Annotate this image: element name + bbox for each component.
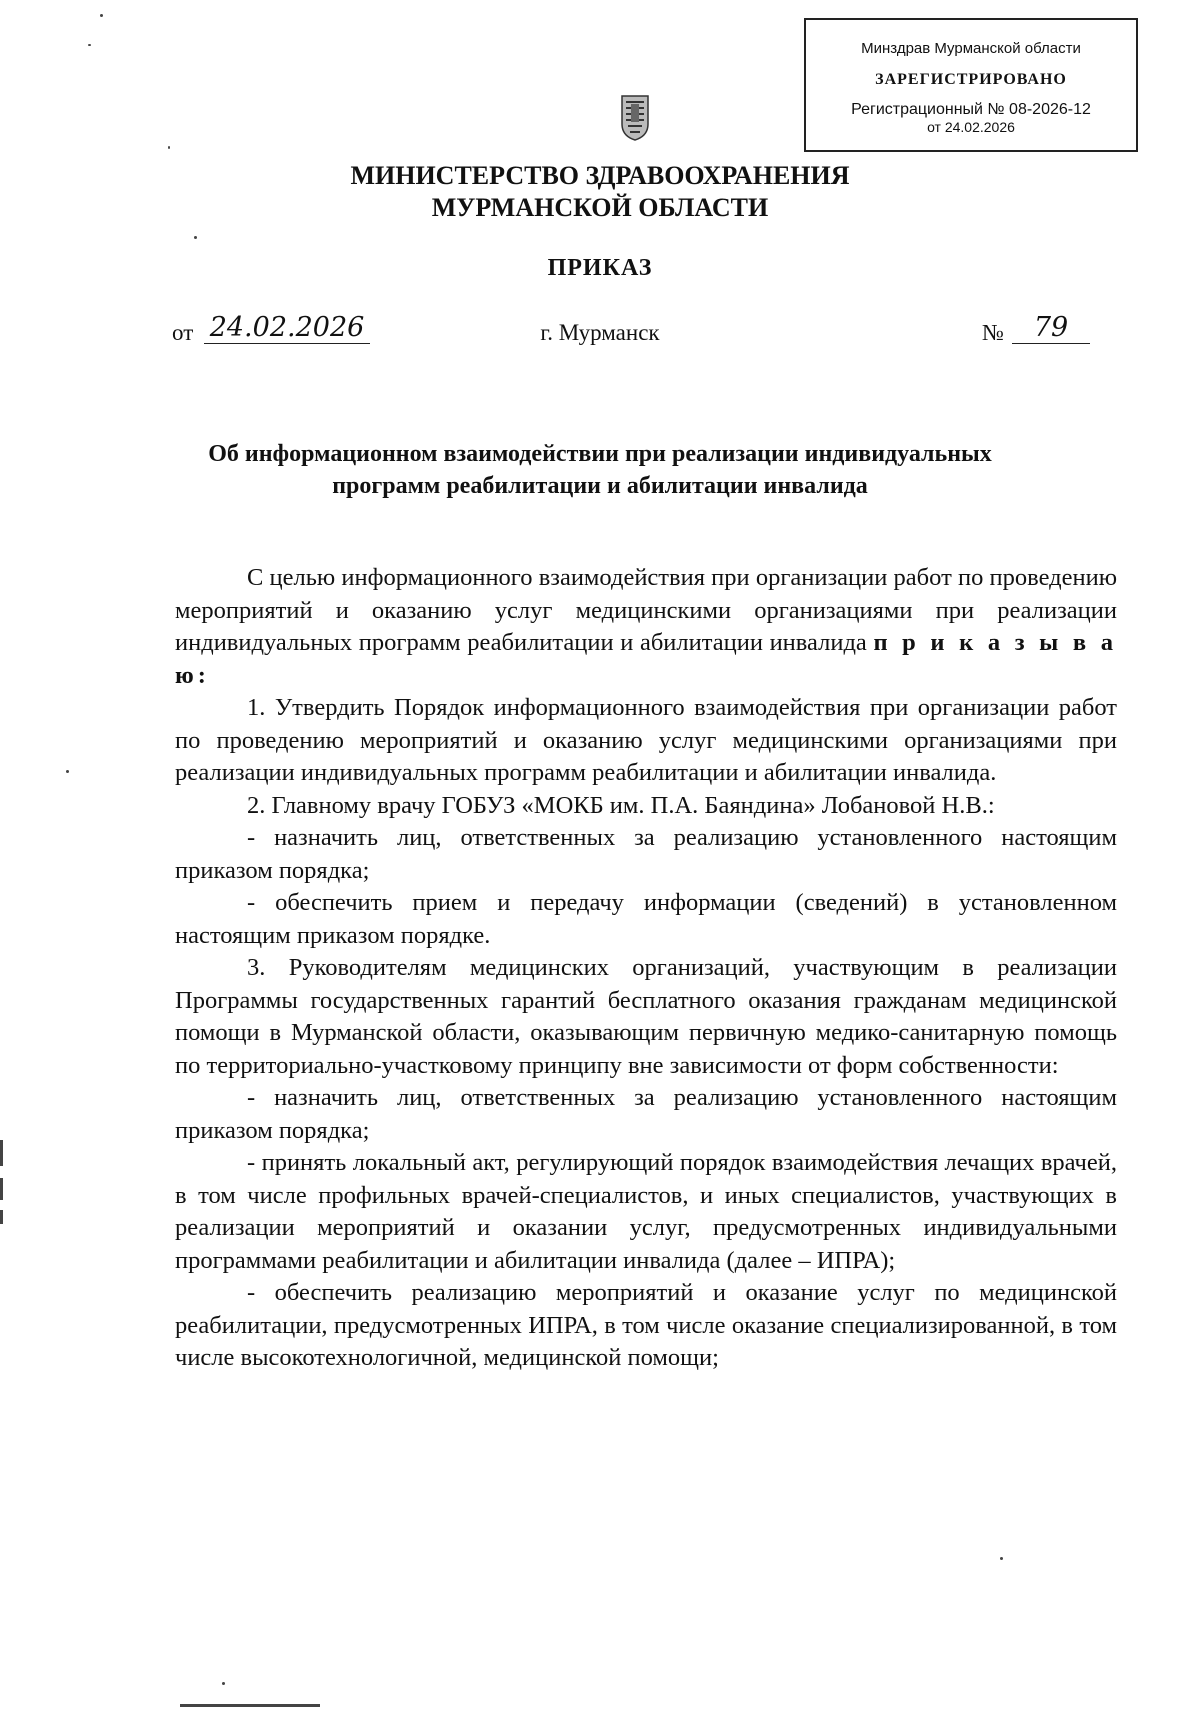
- intro-paragraph: [175, 562, 1117, 692]
- order-body: [175, 562, 1117, 1375]
- item-3-b: - принять локальный акт, регулирующий порядок взаимодействия лечащих врачей, в том числе профильных врачей-специалистов, и иных специалистов, участвующих в реализации мероприятий и оказании услуг, предусмотренных индивидуальными программами реабилитации и абилитации инвалида (далее – ИПРА);: [175, 1149, 1117, 1274]
- scan-speck: [88, 44, 91, 46]
- item-1: 1. Утвердить Порядок информационного взаимодействия при организации работ по проведению мероприятий и оказанию услуг медицинскими организациями при реализации индивидуальных программ реабилитации и абилитации инвалида.: [175, 694, 1117, 786]
- item-2-a: - назначить лиц, ответственных за реализацию установленного настоящим приказом порядка;: [175, 824, 1117, 884]
- intro-text: С целью информационного взаимодействия при организации работ по проведению мероприятий и оказанию услуг медицинскими организациями при реализации индивидуальных программ реабилитации и абилитации инвалида: [175, 564, 1117, 656]
- scan-speck: [100, 14, 103, 17]
- stamp-reg-date: от 24.02.2026: [927, 119, 1015, 135]
- registration-stamp: [804, 18, 1138, 152]
- scan-speck: [66, 770, 69, 773]
- scan-speck: [1000, 1557, 1003, 1560]
- stamp-reg-number: Регистрационный № 08-2026-12: [851, 101, 1091, 118]
- scan-edge-mark: [0, 1178, 3, 1200]
- order-subject: [150, 438, 1050, 502]
- item-3: 3. Руководителям медицинских организаций, участвующим в реализации Программы государственных гарантий бесплатного оказания гражданам медицинской помощи в Мурманской области, оказывающим первичную медико-санитарную помощь по территориально-участковому принципу вне зависимости от форм собственности:: [175, 954, 1117, 1079]
- order-city: г. Мурманск: [540, 320, 660, 345]
- stamp-status: ЗАРЕГИСТРИРОВАНО: [875, 71, 1067, 88]
- ministry-line-1: МИНИСТЕРСТВО ЗДРАВООХРАНЕНИЯ: [350, 161, 850, 190]
- subject-line-1: Об информационном взаимодействии при реализации индивидуальных: [208, 441, 992, 467]
- scan-speck: [194, 236, 197, 239]
- scan-edge-mark: [0, 1140, 3, 1166]
- scan-speck: [222, 1682, 225, 1685]
- item-3-a: - назначить лиц, ответственных за реализацию установленного настоящим приказом порядка;: [175, 1084, 1117, 1144]
- subject-line-2: программ реабилитации и абилитации инвалида: [332, 473, 868, 499]
- scan-edge-mark: [0, 1210, 3, 1224]
- item-2-b: - обеспечить прием и передачу информации (сведений) в установленном настоящим приказом порядке.: [175, 889, 1117, 949]
- stamp-org: Минздрав Мурманской области: [861, 40, 1081, 57]
- coat-of-arms-icon: [620, 92, 650, 142]
- date-label: от: [172, 320, 194, 345]
- scan-bottom-mark: [180, 1704, 320, 1707]
- order-number-handwritten: 79: [1012, 312, 1090, 344]
- ministry-name: [0, 160, 1200, 224]
- item-3-c: - обеспечить реализацию мероприятий и оказание услуг по медицинской реабилитации, предусмотренных ИПРА, в том числе оказание специализированной, в том числе высокотехнологичной, медицинской помощи;: [175, 1279, 1117, 1371]
- number-label: №: [982, 320, 1004, 345]
- order-meta: [0, 312, 1200, 362]
- ministry-line-2: МУРМАНСКОЙ ОБЛАСТИ: [431, 193, 769, 222]
- order-word: п р и к а з ы в а ю:: [175, 629, 1118, 689]
- order-date-handwritten: 24.02.2026: [204, 312, 370, 344]
- scan-speck: [168, 146, 170, 149]
- order-title: ПРИКАЗ: [547, 255, 653, 281]
- item-2: 2. Главному врачу ГОБУЗ «МОКБ им. П.А. Баяндина» Лобановой Н.В.:: [247, 791, 995, 819]
